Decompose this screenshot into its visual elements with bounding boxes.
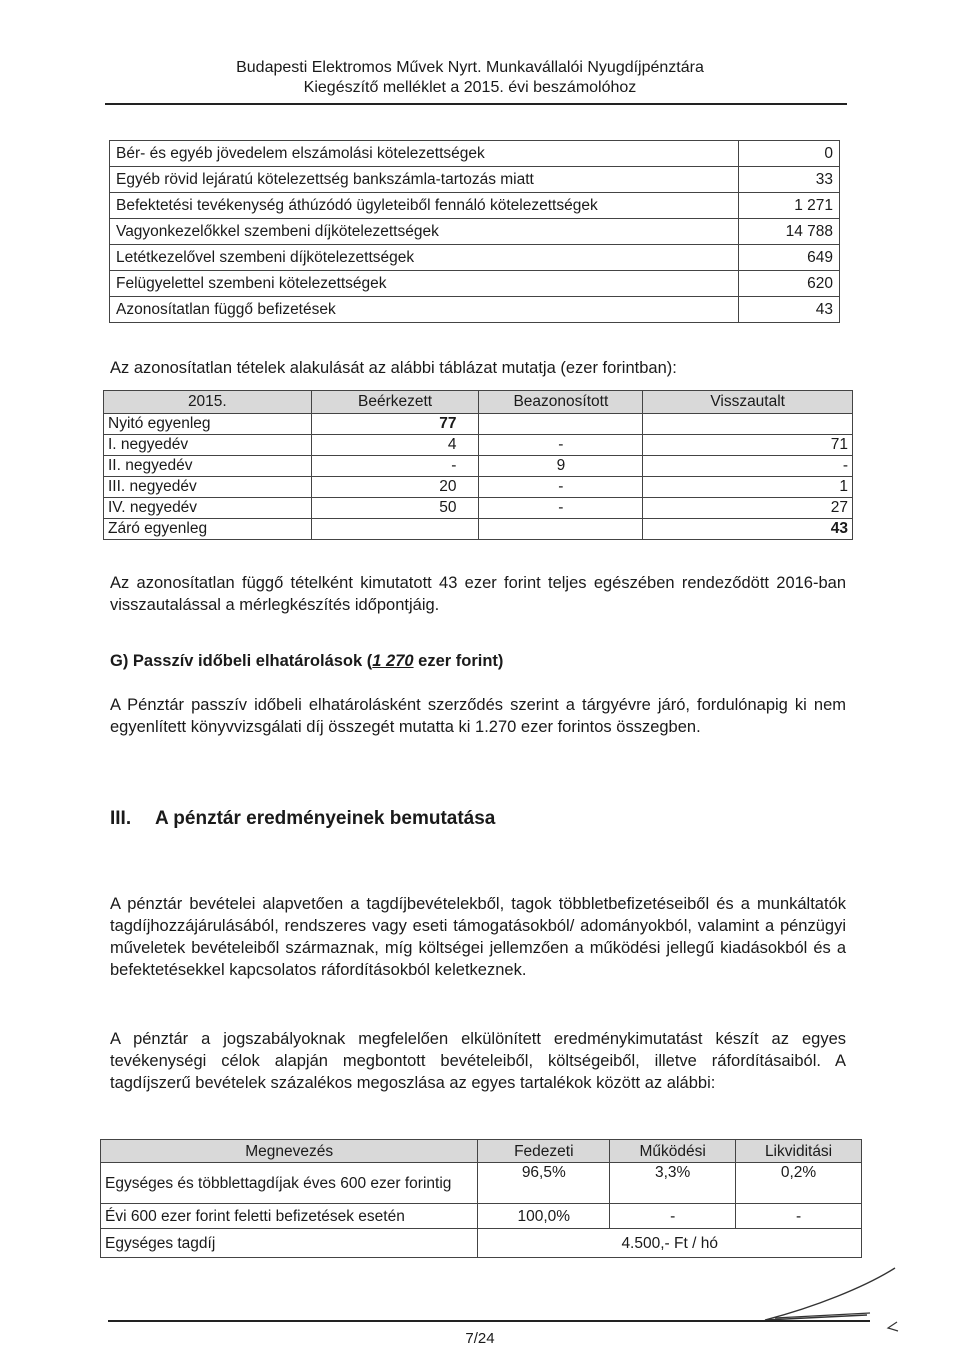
returned-cell: 43 xyxy=(643,519,853,540)
received-cell: 77 xyxy=(311,414,479,435)
table-row xyxy=(110,219,840,245)
row-label: Vagyonkezelőkkel szembeni díjkötelezettségek xyxy=(110,219,739,245)
table-header-row xyxy=(104,391,853,414)
table-header-row xyxy=(101,1140,862,1163)
liabilities-table xyxy=(109,140,840,323)
likviditasi-cell: - xyxy=(736,1204,862,1229)
column-header: Fedezeti xyxy=(478,1140,610,1163)
column-header: Megnevezés xyxy=(101,1140,478,1163)
row-label: Egységes és többlettagdíjak éves 600 ezer forintig xyxy=(101,1163,478,1204)
row-label: Bér- és egyéb jövedelem elszámolási kötelezettségek xyxy=(110,141,739,167)
returned-cell: 71 xyxy=(643,435,853,456)
quarter-table-intro: Az azonosítatlan tételek alakulását az alábbi táblázat mutatja (ezer forintban): xyxy=(110,359,677,377)
mukodesi-cell: - xyxy=(610,1204,736,1229)
table-row xyxy=(110,297,840,323)
table-row xyxy=(110,271,840,297)
likviditasi-cell: 0,2% xyxy=(736,1163,862,1204)
row-label: Záró egyenleg xyxy=(104,519,312,540)
row-label: Azonosítatlan függő befizetések xyxy=(110,297,739,323)
page-number: 7/24 xyxy=(465,1330,495,1347)
column-header: Működési xyxy=(610,1140,736,1163)
returned-cell: 1 xyxy=(643,477,853,498)
distribution-table xyxy=(100,1139,862,1258)
section-iii-paragraph-1: A pénztár bevételei alapvetően a tagdíjbevételekből, tagok többletbefizetéseiből és a munkáltatók tagdíjhozzájárulásából, rendszeres vagy eseti támogatásokból/ adományokból, valamint a pénzügyi műveletek bevételeiből származnak, míg költségei jellemzően a működési jellegű kiadásokból és a befektetésekkel kapcsolatos ráfordításokból keletkeznek. xyxy=(110,895,846,979)
row-value: 1 271 xyxy=(739,193,840,219)
table-row xyxy=(101,1204,862,1229)
row-label: IV. negyedév xyxy=(104,498,312,519)
document-header xyxy=(100,58,840,98)
section-g-paragraph: A Pénztár passzív időbeli elhatárolásként szerződés szerint a tárgyévre járó, fordulónapig ki nem egyenlített könyvvizsgálati díj összegét mutatta ki 1.270 ezer forintos összegben. xyxy=(110,696,846,736)
row-label: III. negyedév xyxy=(104,477,312,498)
received-cell: - xyxy=(311,456,479,477)
row-value: 14 788 xyxy=(739,219,840,245)
row-label: Nyitó egyenleg xyxy=(104,414,312,435)
column-header: Visszautalt xyxy=(643,391,853,414)
row-value: 649 xyxy=(739,245,840,271)
heading-text: G) Passzív időbeli elhatárolások ( xyxy=(110,652,373,670)
identified-cell: - xyxy=(479,435,643,456)
row-label: II. negyedév xyxy=(104,456,312,477)
section-number: III. xyxy=(110,808,132,829)
section-g-heading xyxy=(110,652,503,671)
mukodesi-cell: 3,3% xyxy=(610,1163,736,1204)
table-row xyxy=(104,456,853,477)
uniform-fee-cell: 4.500,- Ft / hó xyxy=(478,1229,862,1258)
column-header: Likviditási xyxy=(736,1140,862,1163)
identified-cell xyxy=(479,414,643,435)
quarterly-table xyxy=(103,390,853,540)
row-label: Egyéb rövid lejáratú kötelezettség bankszámla-tartozás miatt xyxy=(110,167,739,193)
received-cell xyxy=(311,519,479,540)
returned-cell: 27 xyxy=(643,498,853,519)
identified-cell xyxy=(479,519,643,540)
column-header: Beérkezett xyxy=(311,391,479,414)
column-header: 2015. xyxy=(104,391,312,414)
row-label: I. negyedév xyxy=(104,435,312,456)
fedezeti-cell: 100,0% xyxy=(478,1204,610,1229)
heading-text: ezer forint) xyxy=(413,652,504,670)
header-org-line: Budapesti Elektromos Művek Nyrt. Munkavállalói Nyugdíjpénztára xyxy=(236,59,704,76)
identified-cell: - xyxy=(479,477,643,498)
heading-amount: 1 270 xyxy=(372,652,414,670)
table-row xyxy=(110,141,840,167)
table-row xyxy=(101,1229,862,1258)
row-value: 620 xyxy=(739,271,840,297)
identified-cell: - xyxy=(479,498,643,519)
row-value: 0 xyxy=(739,141,840,167)
row-label: Felügyelettel szembeni kötelezettségek xyxy=(110,271,739,297)
row-label: Évi 600 ezer forint feletti befizetések esetén xyxy=(101,1204,478,1229)
table-row xyxy=(104,519,853,540)
identified-cell: 9 xyxy=(479,456,643,477)
header-subtitle-line: Kiegészítő melléklet a 2015. évi beszámolóhoz xyxy=(303,79,637,96)
returned-cell: - xyxy=(643,456,853,477)
received-cell: 4 xyxy=(311,435,479,456)
received-cell: 50 xyxy=(311,498,479,519)
column-header: Beazonosított xyxy=(479,391,643,414)
table-row xyxy=(110,167,840,193)
table-row xyxy=(110,193,840,219)
section-iii-heading xyxy=(110,808,495,830)
section-iii-paragraph-2: A pénztár a jogszabályoknak megfelelően elkülönített eredménykimutatást készít az egyes tevékenységi célok alapján megbontott bevételeiből, költségeiből, illetve ráfordításaiból. A tagdíjszerű bevételek százalékos megoszlása az egyes tartalékok között az alábbi: xyxy=(110,1030,846,1092)
row-label: Egységes tagdíj xyxy=(101,1229,478,1258)
header-divider xyxy=(105,103,847,105)
table-row xyxy=(101,1163,862,1204)
table-row xyxy=(104,414,853,435)
table-row xyxy=(104,435,853,456)
returned-cell xyxy=(643,414,853,435)
table-row xyxy=(104,498,853,519)
row-value: 33 xyxy=(739,167,840,193)
table-row xyxy=(110,245,840,271)
row-value: 43 xyxy=(739,297,840,323)
row-label: Letétkezelővel szembeni díjkötelezettségek xyxy=(110,245,739,271)
settlement-paragraph: Az azonosítatlan függő tételként kimutatott 43 ezer forint teljes egészében rendeződött 2016-ban visszautalással a mérlegkészítés időpontjáig. xyxy=(110,574,846,614)
footer-divider xyxy=(108,1320,870,1322)
row-label: Befektetési tevékenység áthúzódó ügyleteiből fennáló kötelezettségek xyxy=(110,193,739,219)
table-row xyxy=(104,477,853,498)
section-title: A pénztár eredményeinek bemutatása xyxy=(155,808,496,829)
fedezeti-cell: 96,5% xyxy=(478,1163,610,1204)
received-cell: 20 xyxy=(311,477,479,498)
